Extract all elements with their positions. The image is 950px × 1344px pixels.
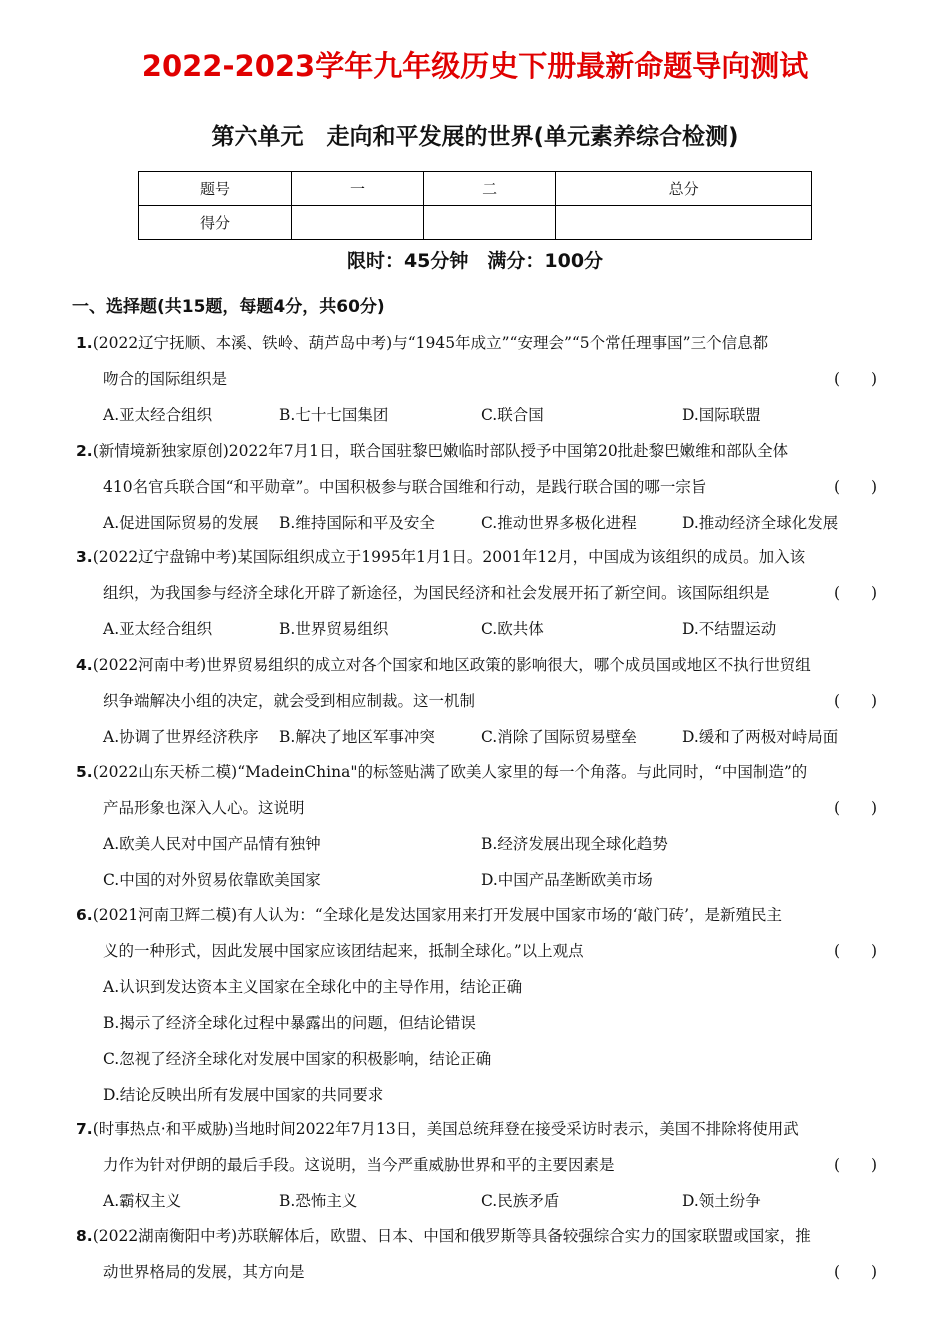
answer-option[interactable]: D.结论反映出所有发展中国家的共同要求 [103,1086,384,1104]
question-stem-text: (2021河南卫辉二模)有人认为：“全球化是发达国家用来打开发展中国家市场的‘敲门砖’，是新殖民主 [92,906,783,924]
question-stem-line: 义的一种形式，因此发展中国家应该团结起来，抵制全球化。”以上观点 [103,942,584,960]
answer-option[interactable]: A.欧美人民对中国产品情有独钟 [103,835,321,853]
section-heading: 一、选择题(共15题，每题4分，共60分) [72,297,385,317]
answer-option[interactable]: D.国际联盟 [682,406,761,424]
score-cell: 得分 [139,206,292,240]
answer-option[interactable]: A.霸权主义 [103,1192,182,1210]
question-stem-line [76,333,768,353]
score-cell[interactable] [556,206,812,240]
answer-option[interactable]: B.世界贸易组织 [279,620,389,638]
question-number: 6. [76,906,93,924]
answer-option[interactable]: C.中国的对外贸易依靠欧美国家 [103,871,321,889]
answer-option[interactable]: A.协调了世界经济秩序 [103,728,259,746]
question-stem-line: 吻合的国际组织是 [103,370,228,388]
time-limit: 限时：45分钟 满分：100分 [346,250,604,272]
answer-option[interactable]: C.忽视了经济全球化对发展中国家的积极影响，结论正确 [103,1050,492,1068]
question-stem-line [76,441,788,461]
answer-bracket[interactable]: ( ) [834,1263,878,1281]
unit-subtitle: 第六单元 走向和平发展的世界(单元素养综合检测) [211,124,739,150]
question-stem-line [76,762,807,782]
question-number: 1. [76,334,93,352]
question-stem-line: 织争端解决小组的决定，就会受到相应制裁。这一机制 [103,692,476,710]
answer-option[interactable]: C.欧共体 [481,620,544,638]
question-number: 2. [76,442,93,460]
answer-option[interactable]: A.亚太经合组织 [103,406,213,424]
answer-option[interactable]: D.不结盟运动 [682,620,777,638]
answer-bracket[interactable]: ( ) [834,799,878,817]
score-table-header-row [139,172,812,206]
question-number: 4. [76,656,93,674]
question-stem-line [76,1119,799,1139]
question-stem-text: (新情境新独家原创)2022年7月1日，联合国驻黎巴嫩临时部队授予中国第20批赴黎巴嫩维和部队全体 [92,442,789,460]
question-number: 5. [76,763,93,781]
answer-bracket[interactable]: ( ) [834,370,878,388]
answer-option[interactable]: D.缓和了两极对峙局面 [682,728,839,746]
question-stem-line: 动世界格局的发展，其方向是 [103,1263,305,1281]
answer-option[interactable]: D.中国产品垄断欧美市场 [481,871,653,889]
answer-option[interactable]: B.维持国际和平及安全 [279,514,435,532]
answer-option[interactable]: C.推动世界多极化进程 [481,514,637,532]
answer-option[interactable]: C.消除了国际贸易壁垒 [481,728,637,746]
question-stem-line: 410名官兵联合国“和平勋章”。中国积极参与联合国维和行动，是践行联合国的哪一宗旨 [103,478,707,496]
answer-option[interactable]: C.民族矛盾 [481,1192,560,1210]
answer-bracket[interactable]: ( ) [834,478,878,496]
question-stem-line [76,1226,811,1246]
score-cell: 题号 [139,172,292,206]
score-cell: 二 [424,172,556,206]
question-stem-text: (2022辽宁抚顺、本溪、铁岭、葫芦岛中考)与“1945年成立”“安理会”“5个常任理事国”三个信息都 [92,334,769,352]
answer-bracket[interactable]: ( ) [834,1156,878,1174]
answer-bracket[interactable]: ( ) [834,584,878,602]
answer-option[interactable]: D.推动经济全球化发展 [682,514,839,532]
question-stem-text: (时事热点·和平威胁)当地时间2022年7月13日，美国总统拜登在接受采访时表示，美国不排除将使用武 [92,1120,799,1138]
question-stem-line: 组织，为我国参与经济全球化开辟了新途径，为国民经济和社会发展开拓了新空间。该国际组织是 [103,584,770,602]
answer-option[interactable]: A.亚太经合组织 [103,620,213,638]
question-number: 8. [76,1227,93,1245]
answer-option[interactable]: B.恐怖主义 [279,1192,358,1210]
question-number: 7. [76,1120,93,1138]
question-stem-text: (2022山东天桥二模)“MadeinChina"的标签贴满了欧美人家里的每一个角落。与此同时，“中国制造”的 [92,763,808,781]
question-stem-line: 产品形象也深入人心。这说明 [103,799,305,817]
answer-option[interactable]: C.联合国 [481,406,544,424]
question-stem-text: (2022河南中考)世界贸易组织的成立对各个国家和地区政策的影响很大，哪个成员国或地区不执行世贸组 [92,656,811,674]
answer-option[interactable]: A.促进国际贸易的发展 [103,514,259,532]
score-cell: 一 [292,172,424,206]
answer-option[interactable]: B.经济发展出现全球化趋势 [481,835,668,853]
answer-option[interactable]: D.领土纷争 [682,1192,761,1210]
answer-bracket[interactable]: ( ) [834,692,878,710]
score-table [138,171,812,240]
score-cell[interactable] [424,206,556,240]
question-number: 3. [76,548,93,566]
question-stem-text: (2022湖南衡阳中考)苏联解体后，欧盟、日本、中国和俄罗斯等具备较强综合实力的国家联盟或国家，推 [92,1227,811,1245]
question-stem-line: 力作为针对伊朗的最后手段。这说明，当今严重威胁世界和平的主要因素是 [103,1156,615,1174]
answer-option[interactable]: B.揭示了经济全球化过程中暴露出的问题，但结论错误 [103,1014,476,1032]
question-stem-line [76,655,811,675]
question-stem-text: (2022辽宁盘锦中考)某国际组织成立于1995年1月1日。2001年12月，中国成为该组织的成员。加入该 [92,548,806,566]
answer-option[interactable]: B.七十七国集团 [279,406,389,424]
score-table-score-row [139,206,812,240]
answer-option[interactable]: A.认识到发达资本主义国家在全球化中的主导作用，结论正确 [103,978,523,996]
question-stem-line [76,547,805,567]
score-cell: 总分 [556,172,812,206]
page-title: 2022-2023学年九年级历史下册最新命题导向测试 [141,49,809,83]
score-cell[interactable] [292,206,424,240]
answer-bracket[interactable]: ( ) [834,942,878,960]
answer-option[interactable]: B.解决了地区军事冲突 [279,728,435,746]
question-stem-line [76,905,782,925]
